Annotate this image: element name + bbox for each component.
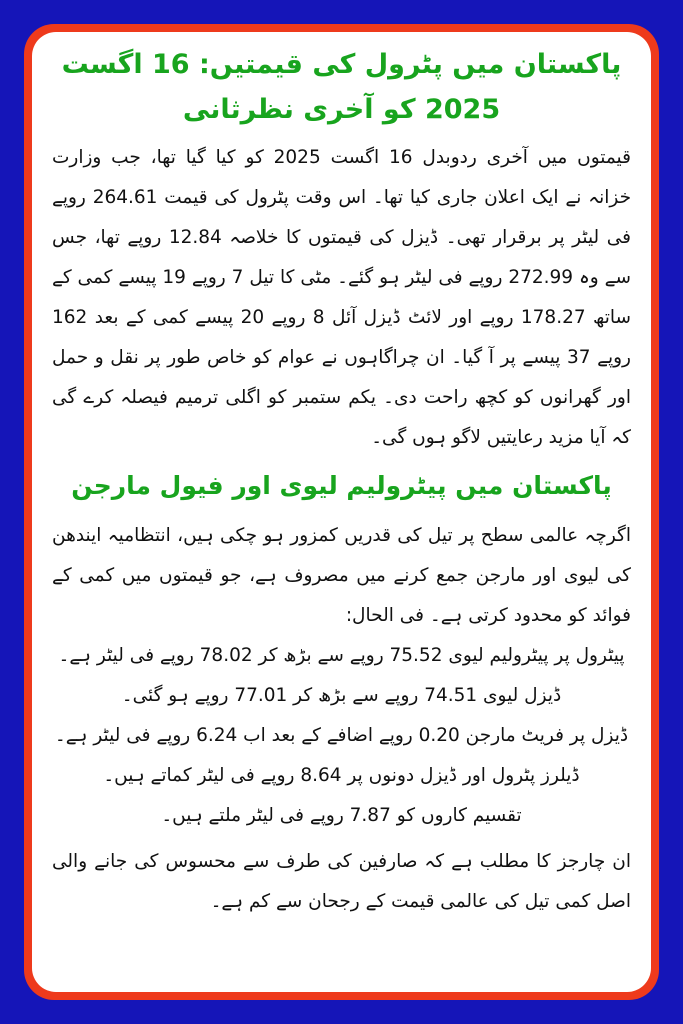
section-heading: پاکستان میں پیٹرولیم لیوی اور فیول مارجن: [71, 471, 612, 500]
card-frame: [24, 24, 659, 1000]
conclusion-paragraph: ان چارجز کا مطلب ہے کہ صارفین کی طرف سے محسوس کی جانے والی اصل کمی تیل کی عالمی قیمت کے رجحان سے کم ہے۔: [52, 851, 631, 912]
point-petrol-levy: پیٹرول پر پیٹرولیم لیوی 75.52 روپے سے بڑھ کر 78.02 روپے فی لیٹر ہے۔: [58, 645, 625, 666]
article-title: پاکستان میں پٹرول کی قیمتیں: 16 اگست 2025 کو آخری نظرثانی: [61, 49, 622, 125]
point-dealer-margin: ڈیلرز پٹرول اور ڈیزل دونوں پر 8.64 روپے فی لیٹر کماتے ہیں۔: [103, 765, 580, 786]
intro-paragraph: قیمتوں میں آخری ردوبدل 16 اگست 2025 کو کیا گیا تھا، جب وزارت خزانہ نے ایک اعلان جاری کیا تھا۔ اس وقت پٹرول کی قیمت 264.61 روپے فی لیٹر پر برقرار تھی۔ ڈیزل کی قیمتوں کا خلاصہ 12.84 روپے تھا، جس سے وہ 272.99 روپے فی لیٹر ہو گئے۔ مٹی کا تیل 7 روپے 19 پیسے کمی کے ساتھ 178.27 روپے اور لائٹ ڈیزل آئل 8 روپے 20 پیسے کمی کے بعد 162 روپے 37 پیسے پر آ گیا۔ ان چراگاہوں نے عوام کو خاص طور پر نقل و حمل اور گھرانوں کو کچھ راحت دی۔ یکم ستمبر کو اگلی ترمیم فیصلہ کرے گی کہ آیا مزید رعایتیں لاگو ہوں گی۔: [52, 147, 631, 448]
article-card: [32, 32, 651, 992]
point-diesel-levy: ڈیزل لیوی 74.51 روپے سے بڑھ کر 77.01 روپے ہو گئی۔: [121, 685, 562, 706]
section-intro-paragraph: اگرچہ عالمی سطح پر تیل کی قدریں کمزور ہو چکی ہیں، انتظامیہ ایندھن کی لیوی اور مارجن جمع کرنے میں مصروف ہے، جو قیمتوں میں کمی کے فوائد کو محدود کرتی ہے۔ فی الحال:: [52, 525, 631, 626]
point-distributor-margin: تقسیم کاروں کو 7.87 روپے فی لیٹر ملتے ہیں۔: [161, 805, 522, 826]
point-freight-margin: ڈیزل پر فریٹ مارجن 0.20 روپے اضافے کے بعد اب 6.24 روپے فی لیٹر ہے۔: [54, 725, 629, 746]
